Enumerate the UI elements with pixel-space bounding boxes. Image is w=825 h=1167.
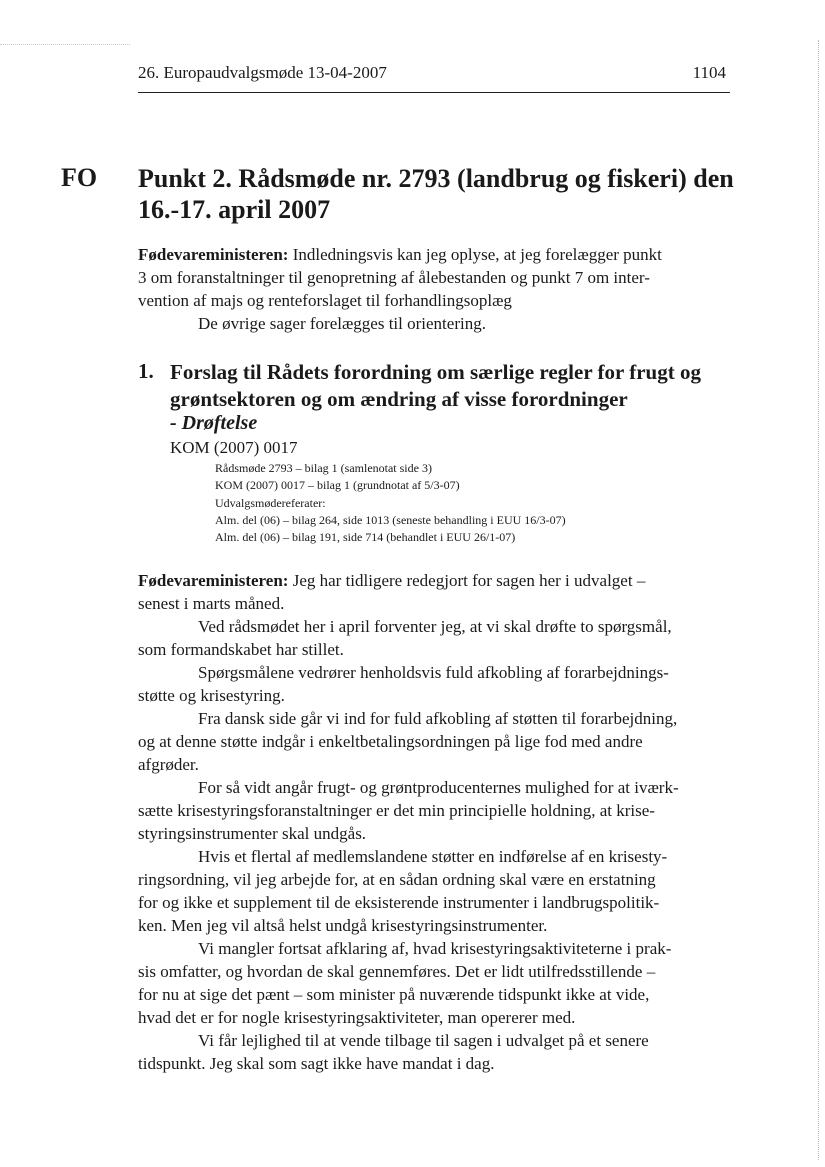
text-line: Vi får lejlighed til at vende tilbage til sagen i udvalget på et senere	[198, 1031, 649, 1050]
reference-item: Udvalgsmødereferater:	[215, 495, 326, 510]
intro-paragraph	[138, 243, 728, 335]
header-title: 26. Europaudvalgsmøde 13-04-2007	[138, 63, 387, 82]
text-line: for nu at sige det pænt – som minister på nuværende tidspunkt ikke at vide,	[138, 985, 650, 1004]
text-line: og at denne støtte indgår i enkeltbetalingsordningen på lige fod med andre	[138, 732, 643, 751]
text-line: styringsinstrumenter skal undgås.	[138, 824, 367, 843]
section-title	[170, 359, 730, 413]
scan-edge-top	[0, 44, 130, 46]
text-line: vention af majs og renteforslaget til forhandlingsoplæg	[138, 291, 512, 310]
text-line: Spørgsmålene vedrører henholdsvis fuld afkobling af forarbejdnings-	[198, 663, 669, 682]
text-line: sætte krisestyringsforanstaltninger er det min principielle holdning, at krise-	[138, 801, 655, 820]
page-title	[138, 163, 738, 225]
text-line: Fra dansk side går vi ind for fuld afkobling af støtten til forarbejdning,	[198, 709, 678, 728]
text-line: som formandskabet har stillet.	[138, 640, 344, 659]
page-header	[138, 60, 730, 93]
margin-label: FO	[61, 163, 98, 192]
body-text	[138, 569, 728, 1075]
text-line: senest i marts måned.	[138, 594, 285, 613]
text-line: for og ikke et supplement til de eksisterende instrumenter i landbrugspolitik-	[138, 893, 660, 912]
scan-edge-right	[817, 40, 819, 1160]
section-number: 1.	[138, 359, 154, 383]
kom-reference: KOM (2007) 0017	[170, 438, 298, 457]
text-line: 3 om foranstaltninger til genopretning af ålebestanden og punkt 7 om inter-	[138, 268, 650, 287]
page-number: 1104	[692, 63, 726, 82]
text-line: De øvrige sager forelægges til orientering.	[198, 314, 486, 333]
page-title-line: 16.-17. april 2007	[138, 195, 331, 224]
text-line: For så vidt angår frugt- og grøntproducenternes mulighed for at iværk-	[198, 778, 679, 797]
speaker-label: Fødevareministeren:	[138, 571, 289, 590]
text-line: støtte og krisestyring.	[138, 686, 285, 705]
text-line: Hvis et flertal af medlemslandene støtter en indførelse af en krisesty-	[198, 847, 668, 866]
reference-item: Alm. del (06) – bilag 264, side 1013 (seneste behandling i EUU 16/3-07)	[215, 512, 566, 527]
text-line: Indledningsvis kan jeg oplyse, at jeg forelægger punkt	[288, 245, 662, 264]
section-title-line: grøntsektoren og om ændring af visse forordninger	[170, 387, 628, 411]
text-line: afgrøder.	[138, 755, 199, 774]
text-line: Ved rådsmødet her i april forventer jeg, at vi skal drøfte to spørgsmål,	[198, 617, 672, 636]
reference-item: Rådsmøde 2793 – bilag 1 (samlenotat side 3)	[215, 461, 432, 475]
text-line: Jeg har tidligere redegjort for sagen her i udvalget –	[288, 571, 646, 590]
page-title-line: Punkt 2. Rådsmøde nr. 2793 (landbrug og fiskeri) den	[138, 164, 734, 193]
text-line: tidspunkt. Jeg skal som sagt ikke have mandat i dag.	[138, 1054, 495, 1073]
text-line: ken. Men jeg vil altså helst undgå krisestyringsinstrumenter.	[138, 916, 548, 935]
section-subtitle: - Drøftelse	[170, 412, 258, 434]
section-title-line: Forslag til Rådets forordning om særlige regler for frugt og	[170, 360, 701, 384]
text-line: sis omfatter, og hvordan de skal gennemføres. Det er lidt utilfredsstillende –	[138, 962, 656, 981]
reference-item: KOM (2007) 0017 – bilag 1 (grundnotat af 5/3-07)	[215, 478, 460, 493]
speaker-label: Fødevareministeren:	[138, 245, 289, 264]
reference-item: Alm. del (06) – bilag 191, side 714 (behandlet i EUU 26/1-07)	[215, 530, 516, 545]
text-line: hvad det er for nogle krisestyringsaktiviteter, man opererer med.	[138, 1008, 576, 1027]
text-line: Vi mangler fortsat afklaring af, hvad krisestyringsaktiviteterne i prak-	[198, 939, 672, 958]
text-line: ringsordning, vil jeg arbejde for, at en sådan ordning skal være en erstatning	[138, 870, 656, 889]
reference-list	[215, 460, 715, 546]
